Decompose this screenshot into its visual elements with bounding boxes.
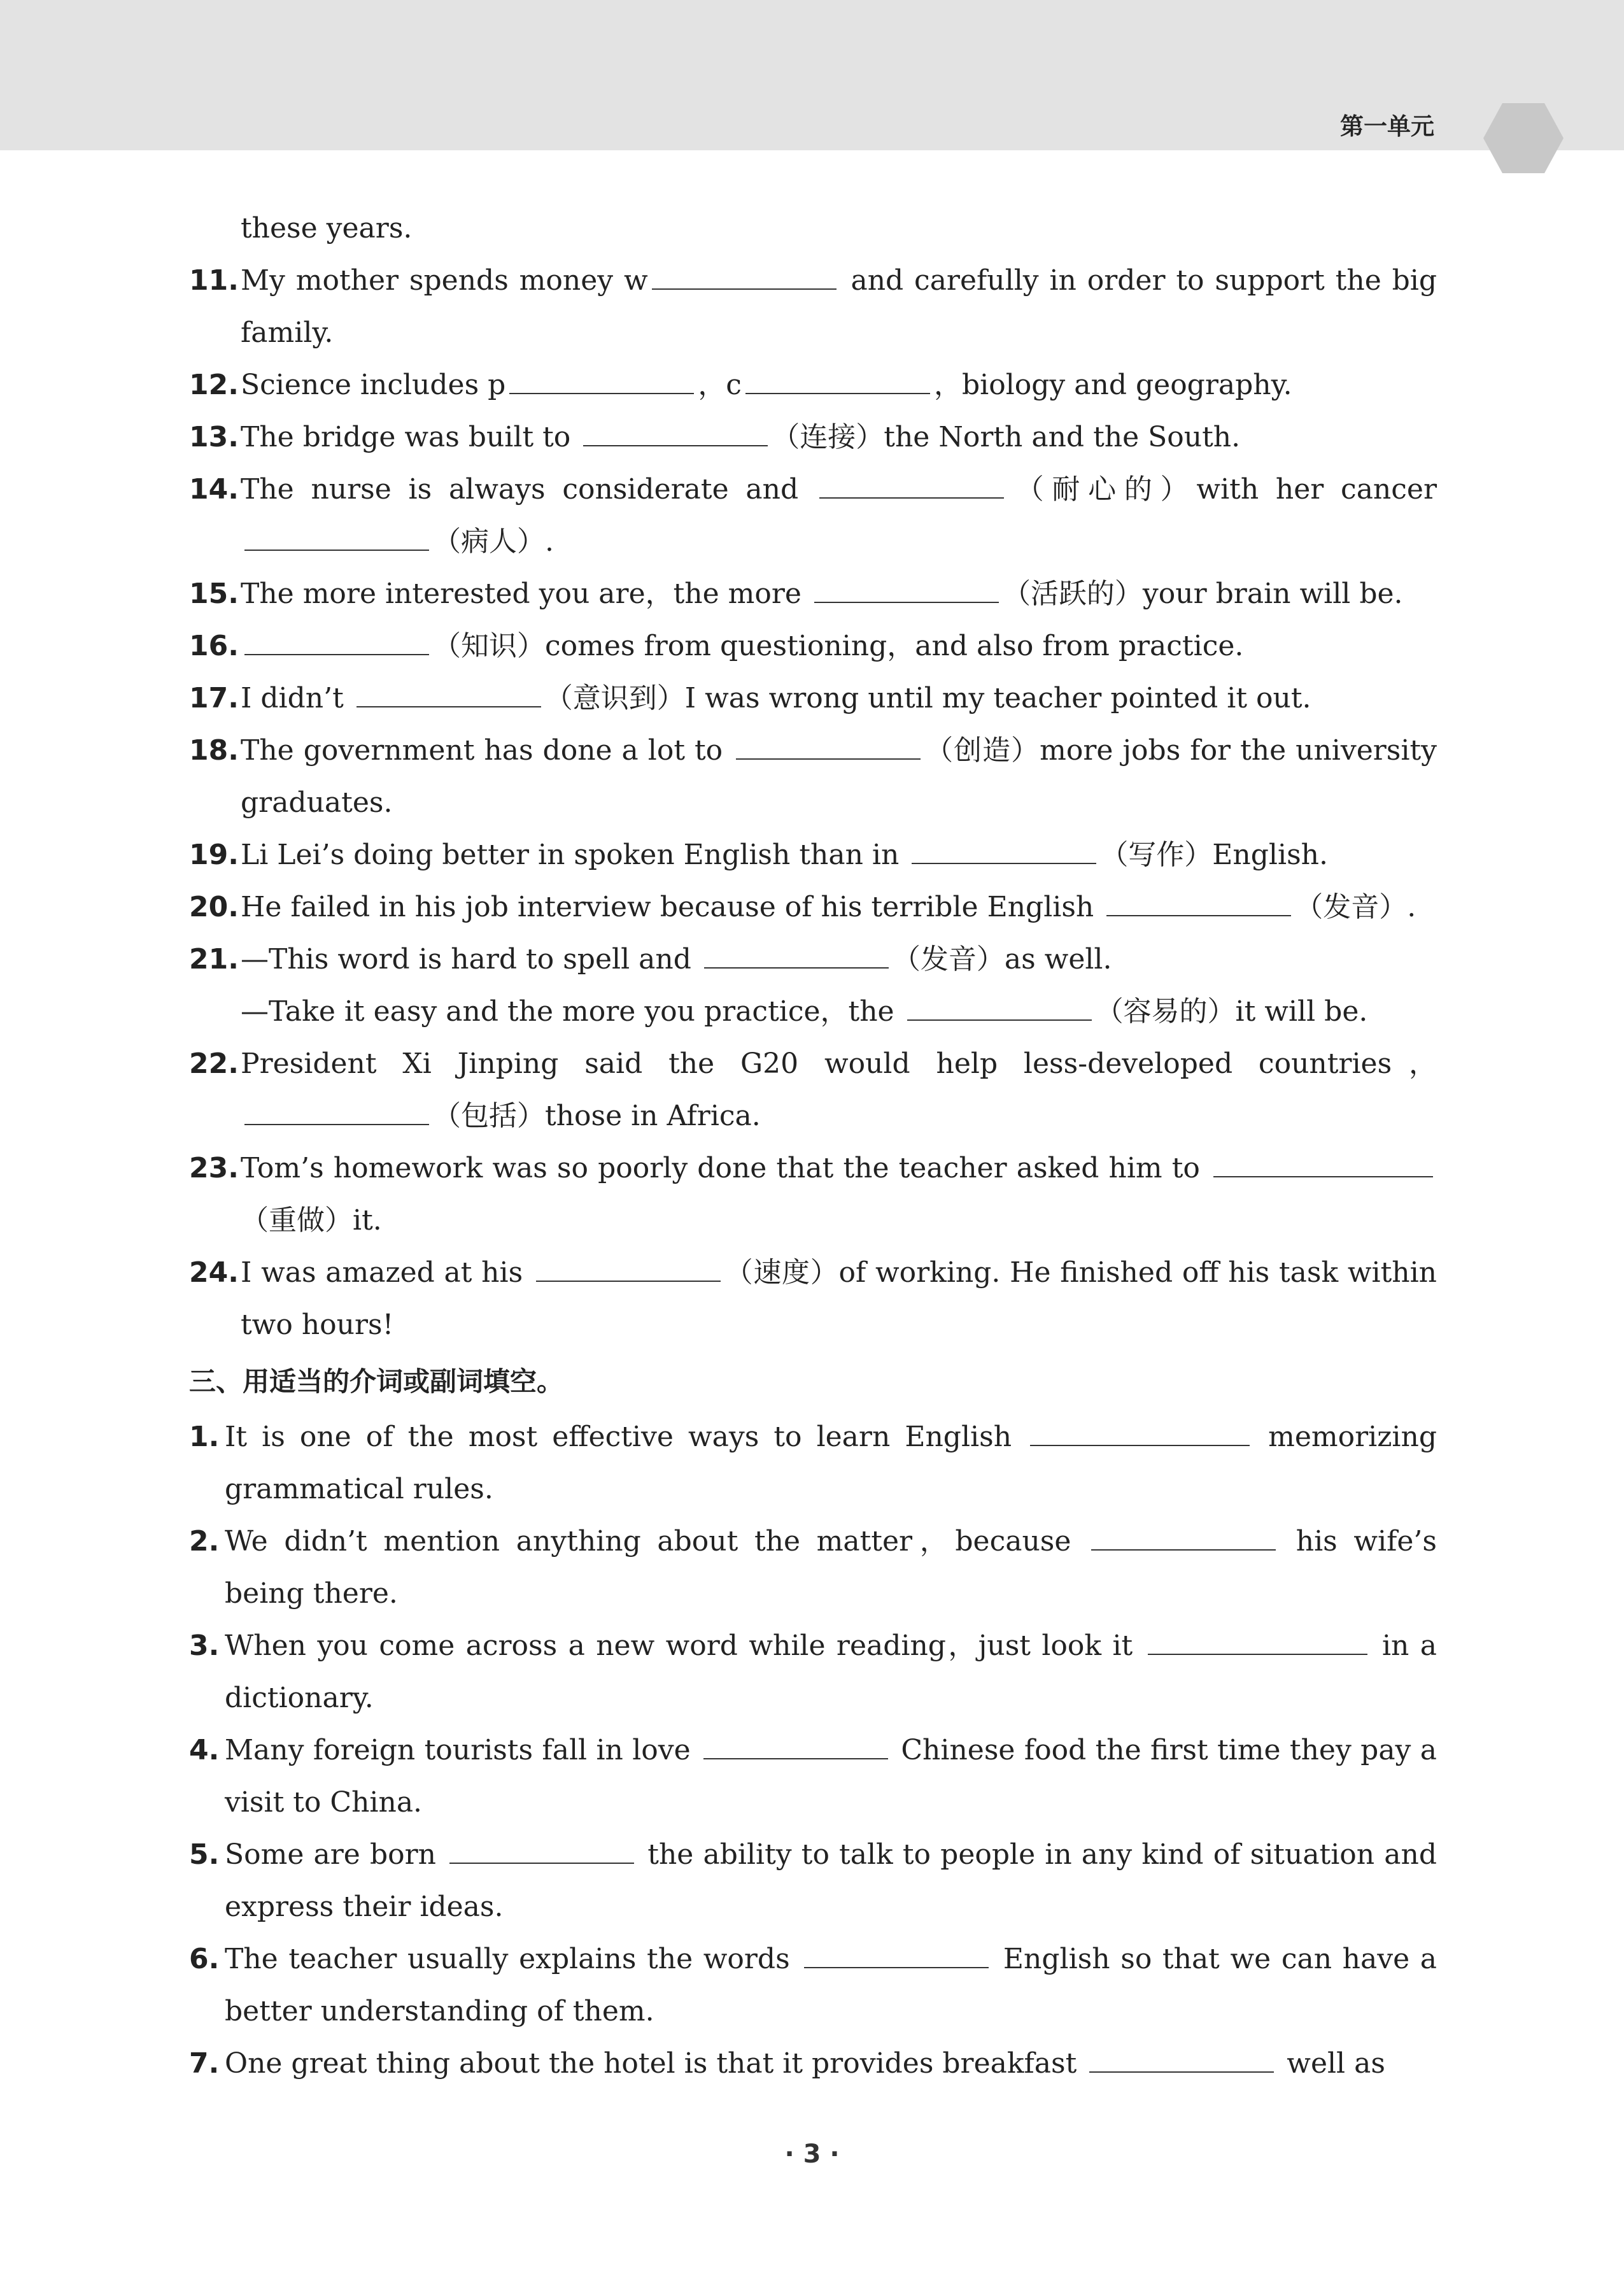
question-16: 16. （知识）comes from questioning，and also from practice.: [189, 620, 1437, 672]
question-s3-1: 1. It is one of the most effective ways to learn English memorizing grammatical rules.: [189, 1411, 1437, 1516]
question-s3-2: 2. We didn’t mention anything about the matter，because his wife’s being there.: [189, 1516, 1437, 1620]
question-number: 12.: [189, 369, 239, 401]
question-number: 7.: [189, 2047, 220, 2080]
answer-blank[interactable]: [704, 942, 889, 969]
question-s3-4: 4. Many foreign tourists fall in love Chinese food the first time they pay a visit to China.: [189, 1724, 1437, 1829]
question-number: 20.: [189, 891, 239, 923]
answer-blank[interactable]: [357, 681, 541, 707]
question-19: 19. Li Lei’s doing better in spoken English than in （写作）English.: [189, 829, 1437, 881]
answer-blank[interactable]: [907, 994, 1092, 1021]
continuation-text: these years.: [241, 212, 413, 245]
answer-blank[interactable]: [1213, 1151, 1433, 1177]
question-17: 17. I didn’t （意识到）I was wrong until my teacher pointed it out.: [189, 672, 1437, 725]
answer-blank[interactable]: [1091, 1524, 1276, 1551]
answer-blank[interactable]: [703, 1733, 888, 1759]
answer-blank[interactable]: [1106, 890, 1291, 916]
answer-blank[interactable]: [583, 420, 768, 446]
question-number: 22.: [189, 1047, 239, 1080]
question-20: 20. He failed in his job interview because of his terrible English （发音）.: [189, 881, 1437, 934]
question-number: 2.: [189, 1525, 220, 1558]
question-12: 12. Science includes p ，c ，biology and geography.: [189, 359, 1437, 411]
answer-blank[interactable]: [449, 1837, 634, 1864]
answer-blank[interactable]: [736, 733, 921, 760]
question-s3-6: 6. The teacher usually explains the words English so that we can have a better understanding of them.: [189, 1933, 1437, 2038]
page-number: · 3 ·: [784, 2140, 840, 2169]
question-number: 15.: [189, 578, 239, 610]
answer-blank[interactable]: [745, 367, 930, 394]
question-number: 19.: [189, 839, 239, 871]
question-number: 23.: [189, 1152, 239, 1184]
question-21: 21. —This word is hard to spell and （发音）as well.: [189, 934, 1437, 986]
question-14: 14. The nurse is always considerate and （耐心的）with her cancer （病人）.: [189, 464, 1437, 568]
question-number: 6.: [189, 1943, 220, 1975]
section-heading: 三、用适当的介词或副词填空。: [189, 1366, 564, 1397]
question-number: 11.: [189, 264, 239, 297]
question-number: 1.: [189, 1421, 220, 1453]
question-s3-5: 5. Some are born the ability to talk to people in any kind of situation and express their ideas.: [189, 1829, 1437, 1933]
question-number: 17.: [189, 682, 239, 714]
question-number: 16.: [189, 630, 239, 662]
question-number: 24.: [189, 1256, 239, 1289]
answer-blank[interactable]: [244, 1098, 429, 1125]
question-13: 13. The bridge was built to （连接）the North and the South.: [189, 411, 1437, 464]
question-number: 3.: [189, 1629, 220, 1662]
answer-blank[interactable]: [536, 1255, 721, 1282]
answer-blank[interactable]: [1089, 2046, 1274, 2073]
answer-blank[interactable]: [804, 1942, 989, 1968]
question-22: 22. President Xi Jinping said the G20 would help less-developed countries，（包括）those in Africa.: [189, 1038, 1437, 1142]
unit-label: 第一单元: [1340, 113, 1434, 140]
answer-blank[interactable]: [819, 472, 1004, 499]
question-number: 4.: [189, 1734, 220, 1766]
answer-blank[interactable]: [244, 524, 429, 551]
question-15: 15. The more interested you are，the more （活跃的）your brain will be.: [189, 568, 1437, 620]
question-11: 11. My mother spends money w and carefully in order to support the big family.: [189, 255, 1437, 359]
question-number: 13.: [189, 421, 239, 453]
question-24: 24. I was amazed at his （速度）of working. He finished off his task within two hours!: [189, 1247, 1437, 1351]
answer-blank[interactable]: [814, 576, 999, 603]
answer-blank[interactable]: [1148, 1628, 1367, 1655]
question-number: 18.: [189, 734, 239, 767]
answer-blank[interactable]: [1030, 1419, 1250, 1446]
question-number: 5.: [189, 1838, 220, 1871]
question-s3-7: 7. One great thing about the hotel is that it provides breakfast well as: [189, 2038, 1437, 2090]
answer-blank[interactable]: [652, 263, 837, 290]
question-number: 21.: [189, 943, 239, 976]
question-number: 14.: [189, 473, 239, 506]
question-18: 18. The government has done a lot to （创造）more jobs for the university graduates.: [189, 725, 1437, 829]
answer-blank[interactable]: [509, 367, 694, 394]
answer-blank[interactable]: [244, 628, 429, 655]
answer-blank[interactable]: [912, 837, 1096, 864]
question-s3-3: 3. When you come across a new word while reading，just look it in a dictionary.: [189, 1620, 1437, 1724]
hexagon-decoration: [1482, 102, 1565, 174]
question-21-reply: —Take it easy and the more you practice，the （容易的）it will be.: [241, 995, 1368, 1028]
question-23: 23. Tom’s homework was so poorly done that the teacher asked him to （重做）it.: [189, 1142, 1437, 1247]
worksheet-body: [189, 202, 1437, 2090]
